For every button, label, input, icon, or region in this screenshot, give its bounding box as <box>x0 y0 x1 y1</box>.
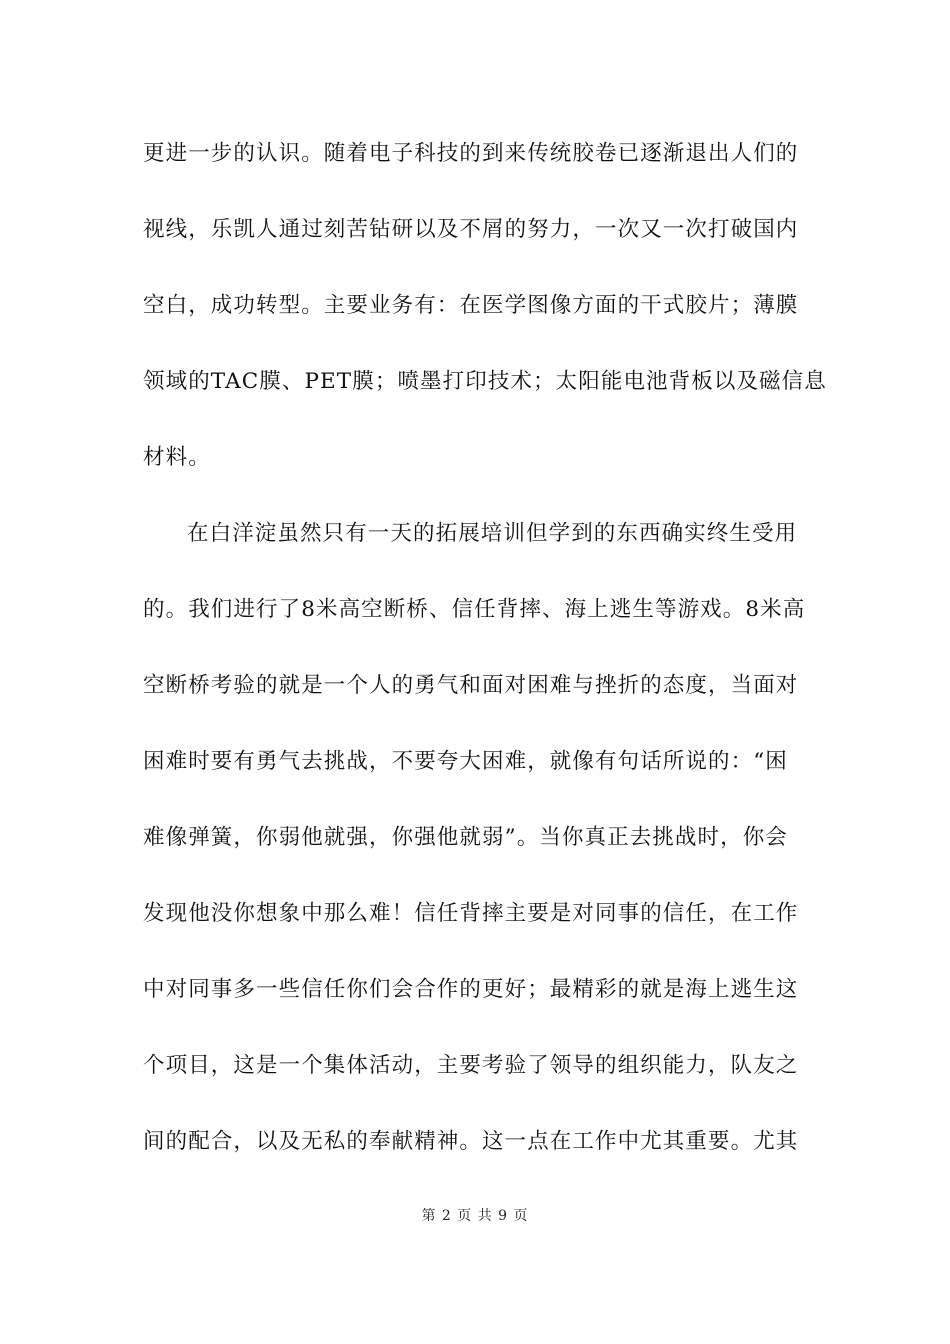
paragraph-start-line: 在白洋淀虽然只有一天的拓展培训但学到的东西确实终生受用 <box>187 521 798 546</box>
text-line: 间的配合，以及无私的奉献精神。这一点在工作中尤其重要。尤其 <box>143 1129 799 1154</box>
page-footer <box>0 1206 950 1226</box>
text-line: 个项目，这是一个集体活动，主要考验了领导的组织能力，队友之 <box>143 1053 799 1078</box>
body-text <box>143 128 827 1192</box>
text-line: 空断桥考验的就是一个人的勇气和面对困难与挫折的态度，当面对 <box>143 673 799 698</box>
text-line: 难像弹簧，你弱他就强，你强他就弱”。当你真正去挑战时，你会 <box>143 825 788 850</box>
text-line: 空白，成功转型。主要业务有：在医学图像方面的干式胶片；薄膜 <box>143 293 799 318</box>
text-line: 材料。 <box>143 445 211 470</box>
text-line: 视线，乐凯人通过刻苦钻研以及不屑的努力，一次又一次打破国内 <box>143 217 799 242</box>
text-line: 更进一步的认识。随着电子科技的到来传统胶卷已逐渐退出人们的 <box>143 141 799 166</box>
page-number: 第 2 页 共 9 页 <box>421 1208 529 1224</box>
text-line: 发现他没你想象中那么难！信任背摔主要是对同事的信任，在工作 <box>143 901 799 926</box>
text-line: 的。我们进行了8米高空断桥、信任背摔、海上逃生等游戏。8米高 <box>143 597 806 622</box>
text-line: 困难时要有勇气去挑战，不要夸大困难，就像有句话所说的：“困 <box>143 749 788 774</box>
text-line: 领域的TAC膜、PET膜；喷墨打印技术；太阳能电池背板以及磁信息 <box>143 369 827 394</box>
text-line: 中对同事多一些信任你们会合作的更好；最精彩的就是海上逃生这 <box>143 977 799 1002</box>
